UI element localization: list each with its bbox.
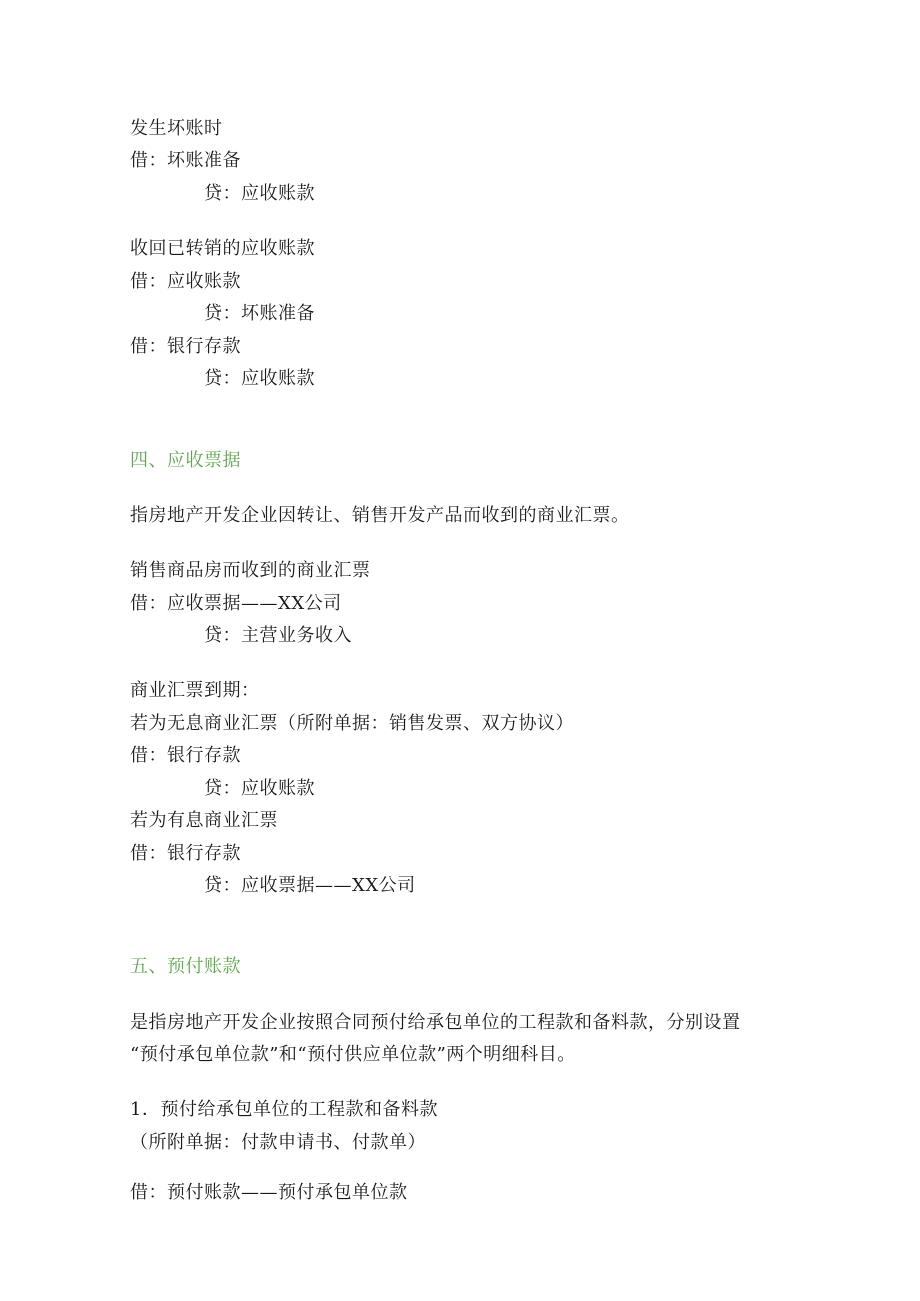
bad-debt-occurs-debit: 借：坏账准备 xyxy=(130,150,241,171)
notes-sale-credit: 贷：主营业务收入 xyxy=(204,625,352,646)
no-interest-credit: 贷：应收账款 xyxy=(204,778,315,799)
prepayments-description-line-2: “预付承包单位款”和“预付供应单位款”两个明细科目。 xyxy=(130,1044,576,1065)
recovery-debit-1: 借：应收账款 xyxy=(130,271,241,292)
prepayments-heading: 五、预付账款 xyxy=(130,956,241,977)
notes-receivable-heading: 四、应收票据 xyxy=(130,450,241,471)
recovery-debit-2: 借：银行存款 xyxy=(130,336,241,357)
prepayments-description-line-1: 是指房地产开发企业按照合同预付给承包单位的工程款和备料款，分别设置 xyxy=(130,1012,741,1033)
interest-credit: 贷：应收票据——XX公司 xyxy=(204,875,416,896)
notes-maturity-title: 商业汇票到期： xyxy=(130,680,260,701)
interest-title: 若为有息商业汇票 xyxy=(130,810,278,831)
no-interest-debit: 借：银行存款 xyxy=(130,745,241,766)
notes-receivable-description: 指房地产开发企业因转让、销售开发产品而收到的商业汇票。 xyxy=(130,505,630,526)
bad-debt-occurs-credit: 贷：应收账款 xyxy=(204,183,315,204)
recovery-title: 收回已转销的应收账款 xyxy=(130,238,315,259)
recovery-credit-1: 贷：坏账准备 xyxy=(204,303,315,324)
recovery-credit-2: 贷：应收账款 xyxy=(204,368,315,389)
notes-sale-title: 销售商品房而收到的商业汇票 xyxy=(130,560,371,581)
prepayments-item-1-attachments: （所附单据：付款申请书、付款单） xyxy=(130,1132,426,1153)
prepayments-item-1-debit: 借：预付账款——预付承包单位款 xyxy=(130,1182,408,1203)
prepayments-item-1-title: 1．预付给承包单位的工程款和备料款 xyxy=(130,1099,438,1120)
interest-debit: 借：银行存款 xyxy=(130,843,241,864)
no-interest-title: 若为无息商业汇票（所附单据：销售发票、双方协议） xyxy=(130,713,574,734)
bad-debt-occurs-title: 发生坏账时 xyxy=(130,118,223,139)
notes-sale-debit: 借：应收票据——XX公司 xyxy=(130,593,342,614)
